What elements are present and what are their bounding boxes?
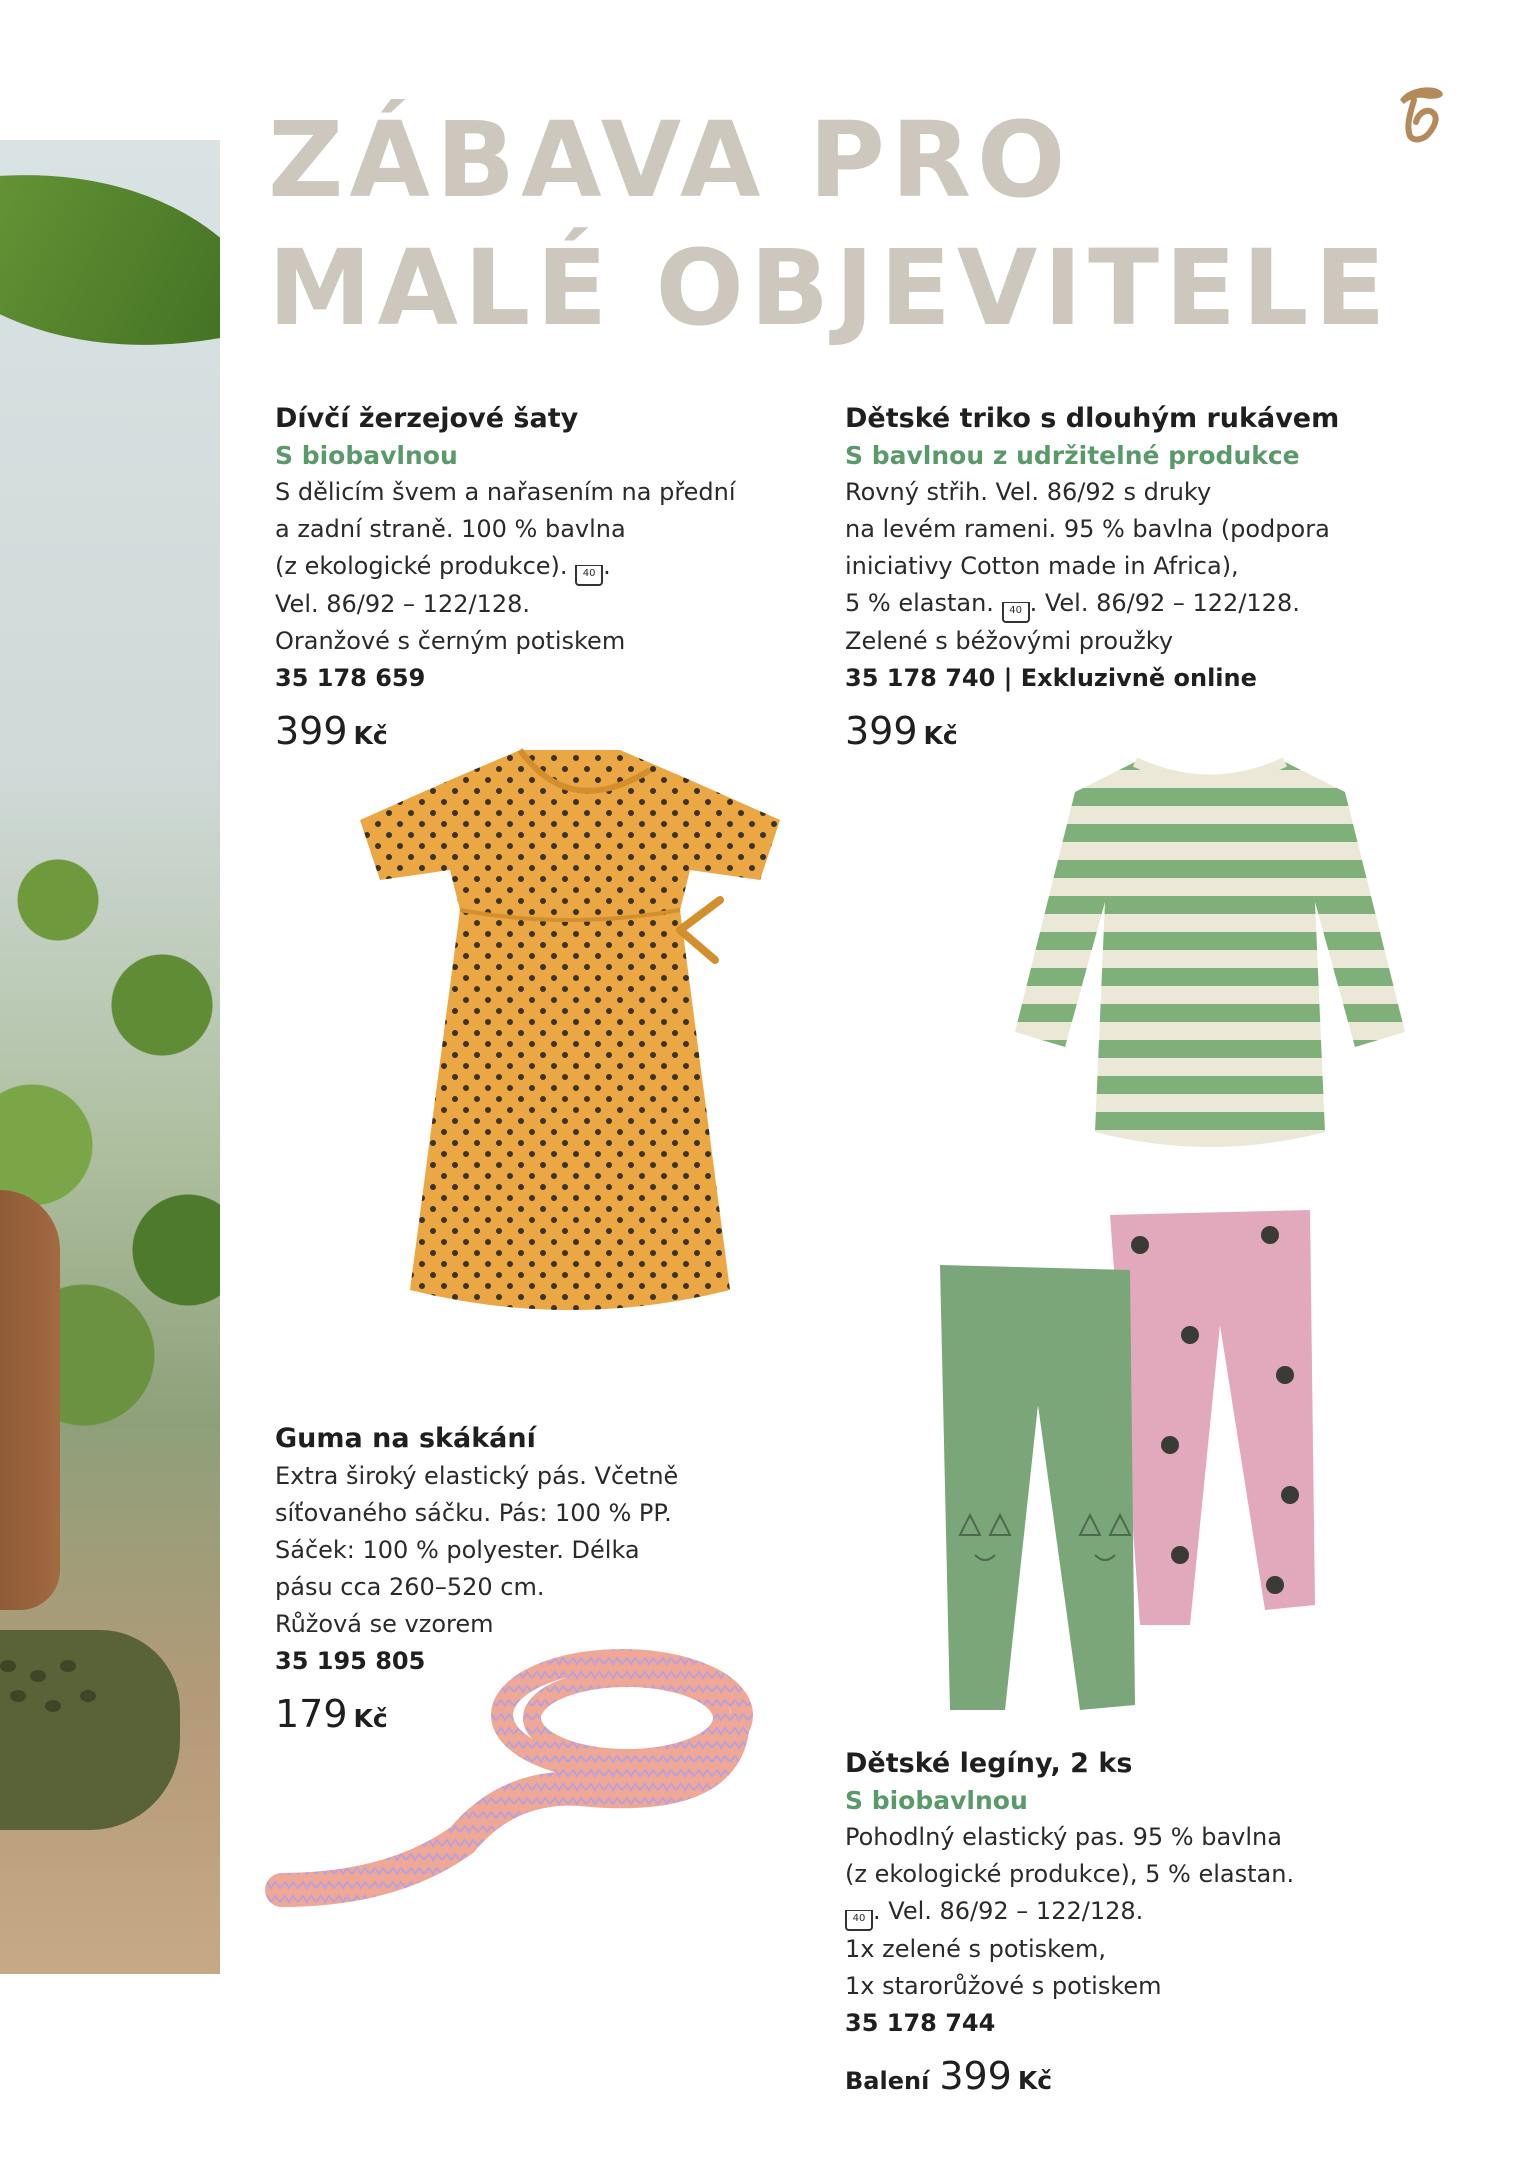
price-currency: Kč	[1017, 2066, 1053, 2095]
product-desc-line: Pohodlný elastický pas. 95 % bavlna	[845, 1823, 1282, 1851]
product-desc-line: síťovaného sáčku. Pás: 100 % PP.	[275, 1499, 672, 1527]
product-desc-line: S dělicím švem a nařasením na přední	[275, 478, 736, 506]
product-leggings	[845, 1745, 1445, 2103]
product-name: Dívčí žerzejové šaty	[275, 403, 579, 434]
leggings-image	[930, 1205, 1350, 1725]
product-subtitle: S bavlnou z udržitelné produkce	[845, 441, 1300, 470]
price-value: 399	[275, 709, 348, 753]
washing-40-icon: 40	[1002, 602, 1030, 623]
price-prefix: Balení	[845, 2067, 930, 2095]
child-leg	[0, 1190, 60, 1610]
product-desc-line: 1x zelené s potiskem,	[845, 1935, 1106, 1963]
product-desc-line	[845, 1893, 1445, 1931]
product-name: Dětské triko s dlouhým rukávem	[845, 403, 1340, 434]
product-desc-line: Rovný střih. Vel. 86/92 s druky	[845, 478, 1212, 506]
product-dress	[275, 400, 775, 758]
product-price	[845, 709, 1445, 758]
product-desc-text: (z ekologické produkce).	[275, 552, 568, 580]
page-title	[268, 96, 1391, 352]
product-desc-line: Vel. 86/92 – 122/128.	[275, 590, 530, 618]
product-desc-line: a zadní straně. 100 % bavlna	[275, 515, 626, 543]
product-jump-rope	[275, 1420, 775, 1741]
size-text: . Vel. 86/92 – 122/128.	[1029, 589, 1300, 617]
price-value: 399	[939, 2054, 1012, 2098]
product-desc-line: pásu cca 260–520 cm.	[275, 1573, 545, 1601]
lifestyle-photo	[0, 140, 220, 1974]
product-desc-line: Oranžové s černým potiskem	[275, 627, 626, 655]
price-currency: Kč	[923, 721, 958, 750]
dress-image	[350, 730, 790, 1340]
product-desc-line: Extra široký elastický pás. Včetně	[275, 1462, 679, 1490]
product-code: 35 178 659	[275, 664, 426, 692]
price-currency: Kč	[353, 721, 388, 750]
product-subtitle: S biobavlnou	[275, 441, 458, 470]
product-name: Guma na skákání	[275, 1423, 536, 1454]
product-code: 35 178 744	[845, 2009, 996, 2037]
title-line-2: MALÉ OBJEVITELE	[268, 227, 1392, 349]
product-desc-line: iniciativy Cotton made in Africa),	[845, 552, 1239, 580]
size-text: . Vel. 86/92 – 122/128.	[873, 1897, 1144, 1925]
product-desc-line: 1x starorůžové s potiskem	[845, 1972, 1162, 2000]
green-clog	[0, 1630, 180, 1830]
washing-40-icon: 40	[845, 1910, 873, 1931]
product-shirt	[845, 400, 1445, 758]
product-price	[275, 1692, 775, 1741]
product-desc-line: na levém rameni. 95 % bavlna (podpora	[845, 515, 1330, 543]
washing-40-icon: 40	[575, 565, 603, 586]
product-desc-line: Růžová se vzorem	[275, 1610, 494, 1638]
striped-shirt-image	[1005, 752, 1415, 1172]
price-value: 399	[845, 709, 918, 753]
product-name: Dětské legíny, 2 ks	[845, 1748, 1133, 1779]
product-desc-text: 5 % elastan.	[845, 589, 994, 617]
banana-leaf	[0, 140, 220, 425]
price-currency: Kč	[353, 1704, 388, 1733]
product-price	[845, 2054, 1445, 2103]
product-desc-line: (z ekologické produkce). 40 .	[275, 548, 775, 586]
product-desc-line: Sáček: 100 % polyester. Délka	[275, 1536, 640, 1564]
product-code: 35 178 740 | Exkluzivně online	[845, 664, 1257, 692]
title-line-1: ZÁBAVA PRO	[268, 99, 1072, 221]
price-value: 179	[275, 1692, 348, 1736]
product-code: 35 195 805	[275, 1647, 426, 1675]
product-desc-line	[845, 585, 1445, 623]
product-subtitle: S biobavlnou	[845, 1786, 1028, 1815]
product-desc-line: Zelené s béžovými proužky	[845, 627, 1174, 655]
tchibo-logo-icon	[1388, 78, 1452, 148]
product-desc-line: (z ekologické produkce), 5 % elastan.	[845, 1860, 1295, 1888]
